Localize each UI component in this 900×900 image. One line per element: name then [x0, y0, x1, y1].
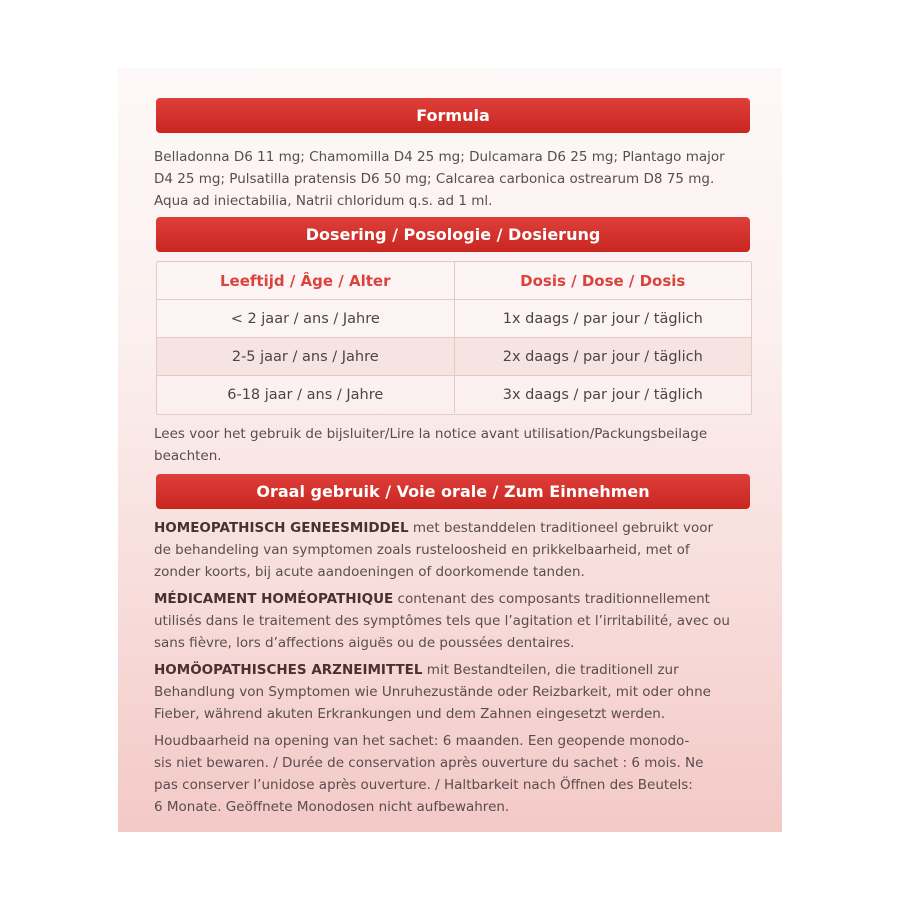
- dose-cell: 2x daags / par jour / täglich: [502, 348, 703, 365]
- usage-banner: [156, 474, 750, 509]
- age-cell: 6-18 jaar / ans / Jahre: [157, 376, 455, 413]
- table-row: [157, 376, 751, 413]
- german-description: [154, 659, 754, 725]
- dutch-description: [154, 517, 754, 583]
- age-cell: < 2 jaar / ans / Jahre: [157, 300, 455, 337]
- notice-line: Lees voor het gebruik de bijsluiter/Lire la notice avant utilisation/Packungsbeilage: [154, 426, 708, 442]
- french-line: contenant des composants traditionnellement: [393, 591, 710, 607]
- dose-cell: 1x daags / par jour / täglich: [502, 310, 703, 327]
- storage-text: [154, 730, 754, 818]
- german-line: Behandlung von Symptomen wie Unruhezustände oder Reizbarkeit, mit oder ohne: [154, 684, 711, 700]
- formula-banner: [156, 98, 750, 133]
- column-header-dose: Dosis / Dose / Dosis: [520, 271, 686, 290]
- german-line: mit Bestandteilen, die traditionell zur: [422, 662, 679, 678]
- dosage-table: [156, 261, 752, 415]
- german-line: Fieber, während akuten Erkrankungen und dem Zahnen eingesetzt werden.: [154, 706, 666, 722]
- storage-line: Houdbaarheid na opening van het sachet: 6 maanden. Een geopende monodo-: [154, 733, 690, 749]
- storage-line: sis niet bewaren. / Durée de conservation après ouverture du sachet : 6 mois. Ne: [154, 755, 704, 771]
- dosage-heading: Dosering / Posologie / Dosierung: [305, 225, 601, 244]
- dosage-banner: [156, 217, 750, 252]
- formula-line: Aqua ad iniectabilia, Natrii chloridum q.s. ad 1 ml.: [154, 193, 493, 209]
- german-product-type: HOMÖOPATHISCHES ARZNEIMITTEL: [154, 662, 423, 678]
- french-product-type: MÉDICAMENT HOMÉOPATHIQUE: [154, 591, 394, 607]
- dutch-line: met bestanddelen traditioneel gebruikt voor: [408, 520, 714, 536]
- french-description: [154, 588, 754, 654]
- notice-text: [154, 423, 754, 467]
- formula-heading: Formula: [416, 106, 490, 125]
- table-row: [157, 300, 751, 338]
- dutch-product-type: HOMEOPATHISCH GENEESMIDDEL: [154, 520, 409, 536]
- formula-line: Belladonna D6 11 mg; Chamomilla D4 25 mg; Dulcamara D6 25 mg; Plantago major: [154, 149, 725, 165]
- french-line: sans fièvre, lors d’affections aiguës ou de poussées dentaires.: [154, 635, 575, 651]
- french-line: utilisés dans le traitement des symptômes tels que l’agitation et l’irritabilité, avec ou: [154, 613, 730, 629]
- column-header-age: Leeftijd / Âge / Alter: [157, 262, 455, 299]
- dutch-line: de behandeling van symptomen zoals rusteloosheid en prikkelbaarheid, met of: [154, 542, 690, 558]
- dutch-line: zonder koorts, bij acute aandoeningen of doorkomende tanden.: [154, 564, 585, 580]
- table-row: [157, 338, 751, 376]
- storage-line: pas conserver l’unidose après ouverture. / Haltbarkeit nach Öffnen des Beutels:: [154, 777, 693, 793]
- age-cell: 2-5 jaar / ans / Jahre: [157, 338, 455, 375]
- usage-heading: Oraal gebruik / Voie orale / Zum Einnehmen: [256, 482, 650, 501]
- formula-line: D4 25 mg; Pulsatilla pratensis D6 50 mg; Calcarea carbonica ostrearum D8 75 mg.: [154, 171, 715, 187]
- formula-text: [154, 146, 754, 212]
- dosage-header-row: [157, 262, 751, 300]
- package-panel: [118, 68, 782, 832]
- notice-line: beachten.: [154, 448, 222, 464]
- storage-line: 6 Monate. Geöffnete Monodosen nicht aufbewahren.: [154, 799, 510, 815]
- dose-cell: 3x daags / par jour / täglich: [502, 386, 703, 403]
